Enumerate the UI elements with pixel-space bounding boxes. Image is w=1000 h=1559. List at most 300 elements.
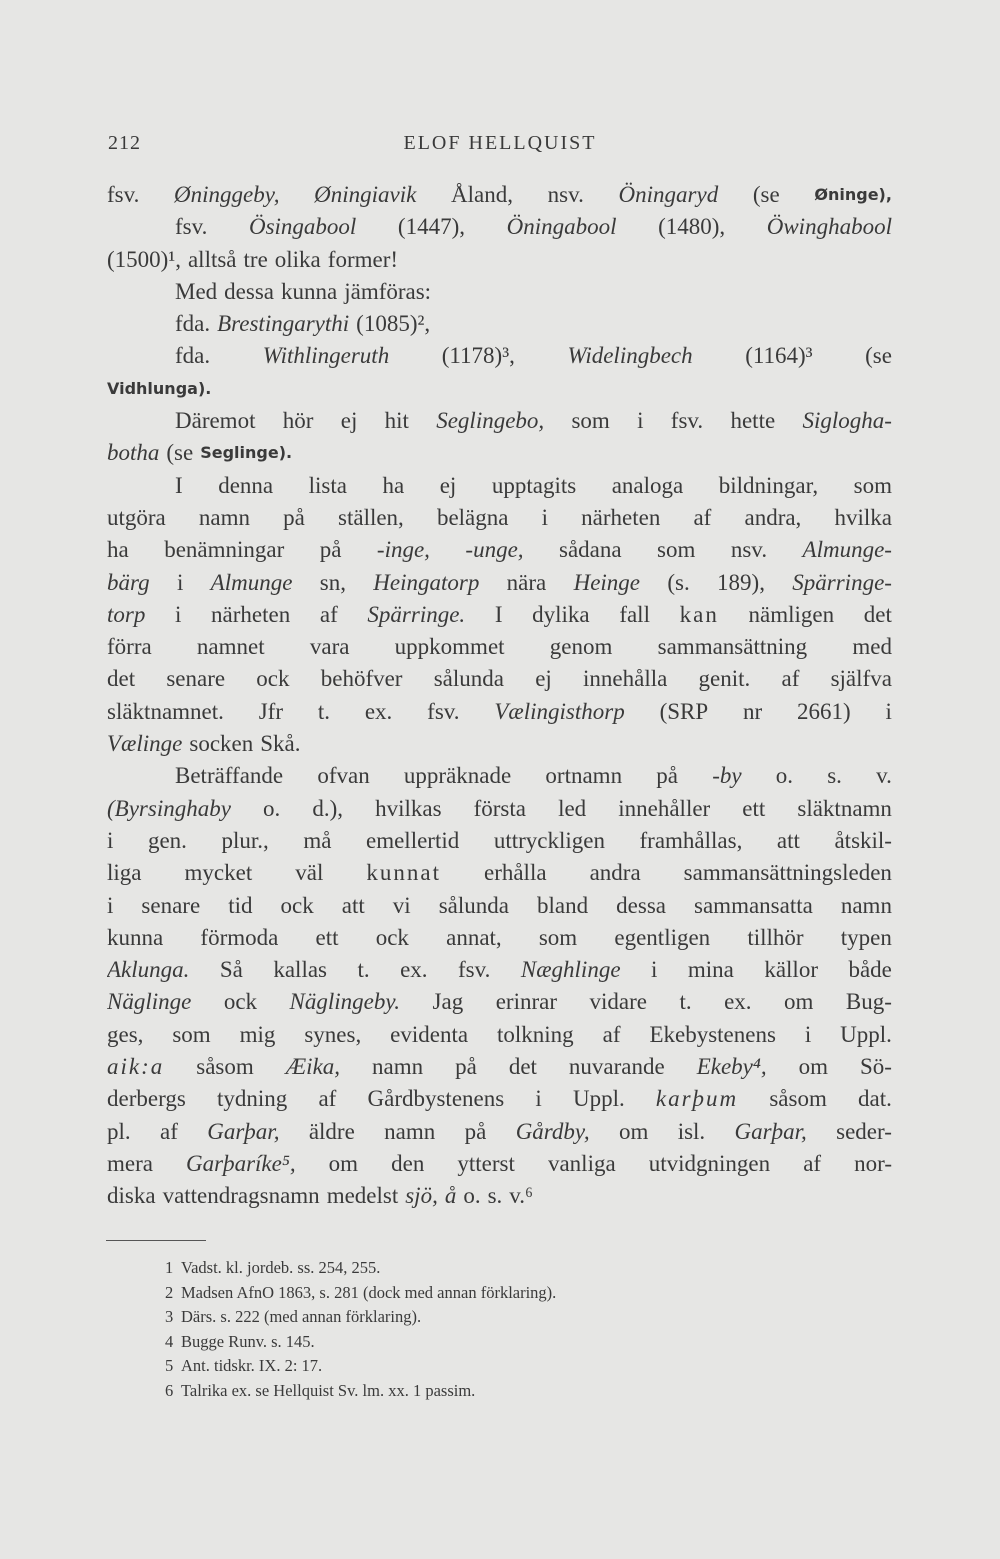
word: må xyxy=(303,827,332,853)
word: genom xyxy=(549,634,613,660)
word: led xyxy=(558,795,587,821)
word: fsv. xyxy=(175,214,208,240)
word: utgöra xyxy=(107,504,166,530)
word: Brestingarythi xyxy=(217,311,350,337)
word: denna xyxy=(218,472,274,498)
footnote-number: 2 xyxy=(165,1282,174,1302)
word: Näglinge xyxy=(107,989,192,1015)
footnote xyxy=(165,1305,865,1330)
word: ex. xyxy=(364,698,393,724)
word: på xyxy=(283,504,305,530)
word: gen. xyxy=(147,827,187,853)
word: vara xyxy=(309,634,350,660)
word: tillhör xyxy=(747,924,804,950)
word: ett xyxy=(742,795,766,821)
word: ock xyxy=(375,924,409,950)
word: släktnamn xyxy=(797,795,892,821)
word: ock xyxy=(256,666,290,692)
word: (1480), xyxy=(658,214,726,240)
word: belägna xyxy=(436,504,509,530)
word: kunna xyxy=(107,924,164,950)
word: Almunge xyxy=(210,569,293,595)
word: i xyxy=(535,1086,542,1112)
word: synes, xyxy=(304,1021,362,1047)
word: bland xyxy=(537,892,589,918)
word: torp xyxy=(107,601,146,627)
word: 189), xyxy=(717,569,765,595)
text-line xyxy=(107,340,892,372)
text-line xyxy=(107,502,892,534)
word: själfva xyxy=(830,666,892,692)
word: sammansättningsleden xyxy=(683,860,892,886)
word: som xyxy=(853,472,892,498)
word: det xyxy=(508,1054,537,1080)
word: alltså xyxy=(187,246,237,272)
footnote-text: Vadst. kl. jordeb. ss. 254, 255. xyxy=(181,1258,381,1277)
word: o. xyxy=(775,763,794,789)
text-line xyxy=(107,890,892,922)
word: i xyxy=(107,892,114,918)
text-line xyxy=(107,179,892,211)
word: som xyxy=(657,537,696,563)
word: namnet xyxy=(196,634,265,660)
word: Gårdbystenens xyxy=(367,1086,505,1112)
word: den xyxy=(391,1150,425,1176)
word: evidenta xyxy=(390,1021,469,1047)
word: t. xyxy=(679,989,692,1015)
word: Garþar, xyxy=(734,1118,807,1144)
word: med xyxy=(852,634,892,660)
word: på xyxy=(464,1118,487,1144)
word: att xyxy=(341,892,365,918)
word: kunnat xyxy=(366,860,441,886)
word: hvilka xyxy=(834,504,892,530)
word: aik:a xyxy=(107,1054,165,1080)
footnote xyxy=(165,1256,865,1281)
word: Jag xyxy=(432,989,464,1015)
word: bärg xyxy=(107,569,150,595)
word: Öningaryd xyxy=(618,182,719,207)
footnote-text: Ant. tidskr. IX. 2: 17. xyxy=(181,1356,323,1376)
text-line xyxy=(107,986,892,1018)
word: Ösingabool xyxy=(248,214,357,240)
word: vanliga xyxy=(547,1150,616,1176)
word: om xyxy=(784,989,814,1015)
word: Heingatorp xyxy=(373,569,480,595)
word: namn xyxy=(840,892,892,918)
text-line xyxy=(107,1148,892,1180)
word: derbergs xyxy=(107,1086,186,1112)
word: väl xyxy=(295,860,324,886)
word: 2661) xyxy=(797,698,851,724)
word: seder- xyxy=(836,1118,892,1144)
word: utvidgningen xyxy=(648,1150,771,1176)
word: fda. xyxy=(175,311,211,337)
word: sålunda xyxy=(438,892,509,918)
word: sjö, xyxy=(405,1183,438,1209)
word: hvilkas xyxy=(375,795,442,821)
word: i xyxy=(804,1021,812,1047)
running-header xyxy=(108,132,892,162)
text-line xyxy=(107,857,892,889)
word: (1500)¹, xyxy=(107,246,181,272)
word: ej xyxy=(340,408,358,434)
word: släktnamnet. xyxy=(107,698,224,724)
word: genit. xyxy=(698,666,751,692)
word: emellertid xyxy=(366,827,460,853)
footnote-number: 4 xyxy=(165,1331,174,1351)
word: att xyxy=(776,827,800,853)
word: fsv. xyxy=(107,182,140,207)
word: framhållas, xyxy=(639,827,743,853)
word: annat, xyxy=(446,924,502,950)
word: -inge, xyxy=(376,537,430,563)
word: (1178)³, xyxy=(441,343,515,369)
word: v. xyxy=(876,763,892,789)
word: ej xyxy=(535,666,552,692)
word: nr xyxy=(743,698,763,724)
word: både xyxy=(848,957,892,983)
page-number: 212 xyxy=(108,132,141,154)
word: Beträffande xyxy=(175,763,284,789)
word: fsv. xyxy=(670,408,704,434)
word: Ekebystenens xyxy=(649,1021,776,1047)
word: nära xyxy=(506,569,547,595)
footnote-text: Talrika ex. se Hellquist Sv. lm. xx. 1 passim. xyxy=(181,1380,476,1400)
word: senare xyxy=(166,666,226,692)
word: Aklunga. xyxy=(107,957,190,983)
word: på xyxy=(455,1054,477,1080)
word: ortnamn xyxy=(545,763,623,789)
word: fsv. xyxy=(458,957,491,983)
word: om xyxy=(618,1118,649,1144)
word: som xyxy=(571,408,610,434)
word: ock xyxy=(223,989,258,1015)
word: ofvan xyxy=(317,763,370,789)
word: s. xyxy=(487,1183,503,1209)
word: Vælinge xyxy=(107,731,183,757)
text-line xyxy=(107,567,892,599)
footnote-text: Madsen AfnO 1863, s. 281 (dock med annan förklaring). xyxy=(181,1282,557,1302)
word: uttryckligen xyxy=(493,827,605,853)
footnote xyxy=(165,1354,865,1379)
word: om xyxy=(328,1150,359,1176)
word: sn, xyxy=(319,569,346,595)
word: t. xyxy=(317,698,330,724)
word: isl. xyxy=(677,1118,706,1144)
word: sålunda xyxy=(433,666,504,692)
word: Æika, xyxy=(285,1054,341,1080)
word: hör xyxy=(282,408,314,434)
text-line xyxy=(107,211,892,243)
word: Med xyxy=(175,278,218,304)
word: benämningar xyxy=(164,537,285,563)
word: tre xyxy=(243,246,268,272)
word: Jfr xyxy=(258,698,284,724)
word: (se xyxy=(752,182,780,207)
word: af xyxy=(781,666,800,692)
word: nsv. xyxy=(547,182,584,207)
word: s. xyxy=(827,763,842,789)
word: namn xyxy=(384,1118,436,1144)
word: fda. xyxy=(175,343,211,369)
word: mycket xyxy=(184,860,253,886)
word: Spärringe- xyxy=(792,569,892,595)
word: medelst xyxy=(326,1183,399,1209)
word: Garþaríke⁵, xyxy=(186,1150,296,1176)
word: tydning xyxy=(216,1086,288,1112)
word: andra, xyxy=(744,504,802,530)
footnote-text: Bugge Runv. s. 145. xyxy=(181,1331,315,1351)
word: Heinge xyxy=(573,569,640,595)
word: Så xyxy=(219,957,243,983)
word: Øningiavik xyxy=(314,182,417,207)
word: Åland, xyxy=(451,182,513,207)
word: på xyxy=(319,537,342,563)
word: egentligen xyxy=(614,924,711,950)
word: uppräknade xyxy=(403,763,512,789)
word: I xyxy=(175,472,183,498)
word: behöfver xyxy=(320,666,403,692)
footnote xyxy=(165,1281,865,1306)
text-line xyxy=(107,793,892,825)
word: Garþar, xyxy=(207,1118,280,1144)
word: (1085)², xyxy=(356,311,431,337)
word: å xyxy=(444,1183,457,1209)
word: kunna xyxy=(281,278,338,304)
word: Sö- xyxy=(859,1054,892,1080)
word: ges, xyxy=(107,1021,144,1047)
word: i xyxy=(107,827,114,853)
word: Øninge), xyxy=(814,185,892,204)
word: Uppl. xyxy=(572,1086,625,1112)
word: af xyxy=(318,1086,337,1112)
word: v.⁶ xyxy=(509,1183,534,1209)
word: af xyxy=(693,504,712,530)
text-line xyxy=(107,1083,892,1115)
word: i xyxy=(651,957,658,983)
word: mina xyxy=(687,957,734,983)
word: som xyxy=(538,924,578,950)
word: Siglogha- xyxy=(802,408,892,434)
word: ställen, xyxy=(338,504,404,530)
word: Widelingbech xyxy=(567,343,693,369)
text-line xyxy=(107,470,892,502)
word: af xyxy=(602,1021,621,1047)
word: dylika xyxy=(532,601,590,627)
word: ock xyxy=(280,892,314,918)
footnote-number: 5 xyxy=(165,1356,174,1376)
word: o. xyxy=(463,1183,481,1209)
word: typen xyxy=(840,924,892,950)
text-line xyxy=(107,728,892,760)
word: förra xyxy=(107,634,152,660)
word: Öwinghabool xyxy=(766,214,892,240)
word: ex. xyxy=(400,957,428,983)
word: ex. xyxy=(724,989,752,1015)
word: källor xyxy=(764,957,818,983)
word: det xyxy=(863,601,892,627)
text-line xyxy=(107,954,892,986)
footnote-number: 6 xyxy=(165,1380,174,1400)
word: o. xyxy=(263,795,281,821)
word: former! xyxy=(327,246,399,272)
text-line xyxy=(107,405,892,437)
text-line xyxy=(107,373,892,405)
text-line xyxy=(107,825,892,857)
word: erinrar xyxy=(495,989,557,1015)
word: -by xyxy=(712,763,742,789)
text-line xyxy=(107,276,892,308)
word: tolkning xyxy=(497,1021,574,1047)
word: Vidhlunga). xyxy=(107,378,212,398)
word: I xyxy=(494,601,503,627)
word: af xyxy=(803,1150,822,1176)
word: diska xyxy=(107,1183,156,1209)
text-line xyxy=(107,631,892,663)
word: fall xyxy=(619,601,650,627)
word: dessa xyxy=(616,892,666,918)
word: Bug- xyxy=(845,989,892,1015)
word: Däremot xyxy=(175,408,256,434)
text-line xyxy=(107,696,892,728)
footnote-number: 1 xyxy=(165,1258,174,1277)
word: vi xyxy=(392,892,411,918)
word: hette xyxy=(730,408,776,434)
word: (s. xyxy=(667,569,690,595)
footnote-number: 3 xyxy=(165,1307,174,1327)
word: mera xyxy=(107,1150,153,1176)
word: af xyxy=(319,601,338,627)
word: af xyxy=(160,1118,178,1144)
word: innehålla xyxy=(583,666,668,692)
word: lista xyxy=(308,472,347,498)
word: Skå. xyxy=(260,731,301,757)
word: fsv. xyxy=(427,698,460,724)
word: (SRP xyxy=(659,698,709,724)
word: uppkommet xyxy=(394,634,505,660)
word: sammansatta xyxy=(694,892,813,918)
word: förmoda xyxy=(200,924,279,950)
word: socken xyxy=(189,731,254,757)
word: sammansättning xyxy=(657,634,808,660)
word: som xyxy=(172,1021,211,1047)
word: Seglinge). xyxy=(200,443,293,463)
running-title: ELOF HELLQUIST xyxy=(403,132,597,154)
footnote xyxy=(165,1330,865,1355)
word: bildningar, xyxy=(718,472,819,498)
word: upptagits xyxy=(491,472,577,498)
word: nuvarande xyxy=(568,1054,665,1080)
word: Näglingeby. xyxy=(289,989,401,1015)
word: Vælingisthorp xyxy=(494,698,625,724)
text-line xyxy=(107,244,892,276)
word: Næghlinge xyxy=(520,957,621,983)
word: dessa xyxy=(224,278,274,304)
word: ytterst xyxy=(457,1150,515,1176)
word: Withlingeruth xyxy=(262,343,390,369)
word: Gårdby, xyxy=(515,1118,590,1144)
body-text xyxy=(107,179,892,1213)
word: t. xyxy=(357,957,370,983)
word: jämföras: xyxy=(344,278,432,304)
word: pl. xyxy=(107,1118,131,1144)
word: namn xyxy=(372,1054,424,1080)
word: nämligen xyxy=(748,601,835,627)
word: dat. xyxy=(858,1086,892,1112)
word: (1447), xyxy=(397,214,465,240)
word: ha xyxy=(382,472,405,498)
word: Almunge- xyxy=(802,537,892,563)
word: botha xyxy=(107,440,160,466)
footnote-rule xyxy=(106,1240,206,1241)
word: sådana xyxy=(559,537,622,563)
word: (se xyxy=(865,343,892,369)
word: närheten xyxy=(211,601,291,627)
word: innehåller xyxy=(618,795,711,821)
word: kallas xyxy=(273,957,327,983)
word: i xyxy=(541,504,548,530)
word: det xyxy=(107,666,136,692)
word: senare xyxy=(141,892,201,918)
word: såsom xyxy=(196,1054,254,1080)
word: hit xyxy=(384,408,409,434)
word: Spärringe. xyxy=(367,601,466,627)
word: i xyxy=(885,698,892,724)
text-line xyxy=(107,599,892,631)
word: mig xyxy=(239,1021,276,1047)
text-line xyxy=(107,437,892,469)
word: ej xyxy=(439,472,457,498)
word: i xyxy=(176,569,184,595)
footnote xyxy=(165,1379,865,1404)
word: Öningabool xyxy=(506,214,617,240)
word: nsv. xyxy=(730,537,768,563)
word: (se xyxy=(166,440,194,466)
word: Uppl. xyxy=(840,1021,892,1047)
text-line xyxy=(107,1116,892,1148)
word: nor- xyxy=(854,1150,892,1176)
word: plur., xyxy=(221,827,269,853)
word: Øninggeby, xyxy=(174,182,280,207)
footnote-text: Därs. s. 222 (med annan förklaring). xyxy=(181,1307,422,1327)
text-line xyxy=(107,1180,892,1212)
word: åtskil- xyxy=(834,827,892,853)
word: liga xyxy=(107,860,142,886)
word: ha xyxy=(107,537,129,563)
word: erhålla xyxy=(483,860,547,886)
word: på xyxy=(656,763,678,789)
word: kan xyxy=(679,601,719,627)
text-line xyxy=(107,1051,892,1083)
text-line xyxy=(107,534,892,566)
word: ett xyxy=(315,924,339,950)
word: analoga xyxy=(611,472,684,498)
word: vidare xyxy=(589,989,647,1015)
word: närheten xyxy=(581,504,661,530)
word: i xyxy=(175,601,182,627)
word: d.), xyxy=(312,795,343,821)
word: första xyxy=(473,795,526,821)
text-line xyxy=(107,663,892,695)
word: om xyxy=(798,1054,828,1080)
word: (1164)³ xyxy=(745,343,813,369)
word: olika xyxy=(274,246,321,272)
text-line xyxy=(107,760,892,792)
word: karþum xyxy=(655,1086,739,1112)
word: vattendragsnamn xyxy=(162,1183,320,1209)
word: tid xyxy=(228,892,253,918)
